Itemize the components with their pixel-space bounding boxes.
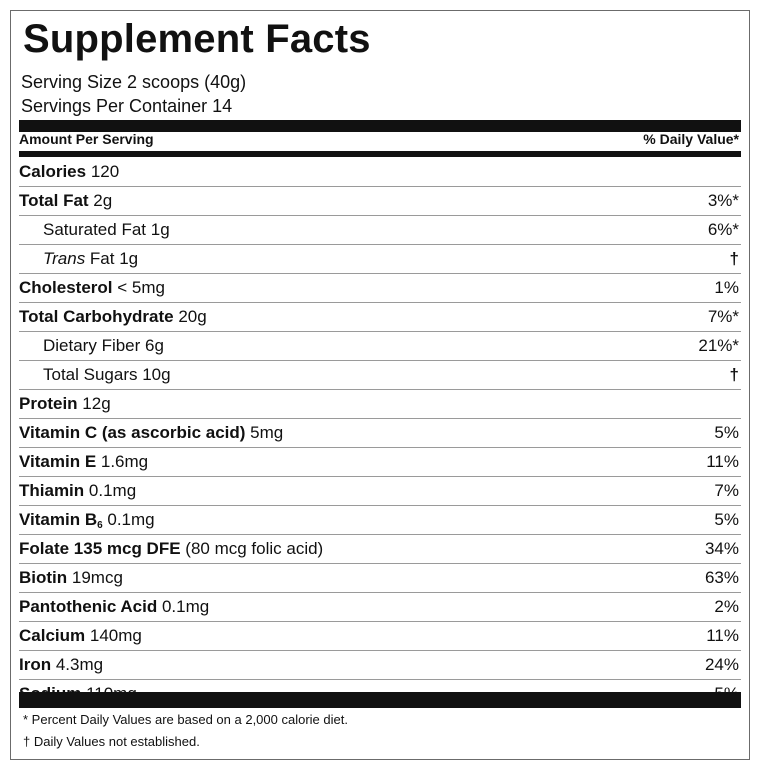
nutrient-amount: 20g bbox=[173, 307, 207, 326]
daily-value: 7% bbox=[714, 481, 739, 500]
nutrient-name: Calcium bbox=[19, 626, 86, 645]
daily-value: 1% bbox=[714, 278, 739, 297]
nutrient-name: Total Sugars bbox=[43, 365, 138, 384]
row-trans-fat bbox=[19, 245, 741, 274]
row-pantothenic-acid bbox=[19, 593, 741, 622]
supplement-facts-panel bbox=[10, 10, 750, 760]
nutrient-amount: 5mg bbox=[245, 423, 284, 442]
nutrient-amount: 6g bbox=[140, 336, 164, 355]
row-calories bbox=[19, 158, 741, 187]
row-total-carbohydrate bbox=[19, 303, 741, 332]
row-thiamin bbox=[19, 477, 741, 506]
nutrient-name: Folate 135 mcg DFE bbox=[19, 539, 181, 558]
footnote-not-established: † Daily Values not established. bbox=[23, 734, 200, 749]
nutrient-amount: 1g bbox=[146, 220, 170, 239]
nutrient-amount: 4.3mg bbox=[51, 655, 104, 674]
daily-value: 3%* bbox=[707, 191, 739, 210]
daily-value: 63% bbox=[704, 568, 739, 587]
nutrient-subscript: 6 bbox=[97, 520, 103, 531]
nutrient-name: Pantothenic Acid bbox=[19, 597, 158, 616]
nutrient-name: Cholesterol bbox=[19, 278, 113, 297]
nutrient-rows bbox=[19, 158, 741, 708]
nutrient-name: Vitamin E bbox=[19, 452, 97, 471]
daily-value: 7%* bbox=[707, 307, 739, 326]
row-biotin bbox=[19, 564, 741, 593]
nutrient-name: Saturated Fat bbox=[43, 220, 147, 239]
daily-value: † bbox=[729, 249, 739, 268]
nutrient-name-italic: Trans bbox=[43, 249, 86, 268]
row-vitamin-e bbox=[19, 448, 741, 477]
nutrient-amount: 0.1mg bbox=[102, 510, 155, 529]
daily-value: 2% bbox=[714, 597, 739, 616]
row-total-fat bbox=[19, 187, 741, 216]
servings-per-container: Servings Per Container 14 bbox=[21, 96, 233, 116]
row-cholesterol bbox=[19, 274, 741, 303]
row-calcium bbox=[19, 622, 741, 651]
nutrient-name: Calories bbox=[19, 162, 87, 181]
medium-divider bbox=[19, 151, 741, 157]
label-title: Supplement Facts bbox=[23, 17, 371, 61]
row-folate bbox=[19, 535, 741, 564]
nutrient-name: Iron bbox=[19, 655, 52, 674]
daily-value: 5% bbox=[714, 423, 739, 442]
footnote-daily-values: * Percent Daily Values are based on a 2,000 calorie diet. bbox=[23, 712, 348, 727]
amount-per-serving-label: Amount Per Serving bbox=[19, 131, 154, 147]
nutrient-name: Vitamin B bbox=[19, 510, 98, 529]
nutrient-name: Dietary Fiber bbox=[43, 336, 141, 355]
row-vitamin-b6 bbox=[19, 506, 741, 535]
daily-value: 21%* bbox=[698, 336, 739, 355]
nutrient-name: Protein bbox=[19, 394, 78, 413]
nutrient-amount: 1g bbox=[114, 249, 139, 268]
daily-value: † bbox=[729, 365, 739, 384]
amount-header bbox=[19, 129, 741, 151]
row-total-sugars bbox=[19, 361, 741, 390]
row-dietary-fiber bbox=[19, 332, 741, 361]
daily-value: 11% bbox=[706, 626, 739, 645]
daily-value: 11% bbox=[706, 452, 739, 471]
nutrient-amount: < 5mg bbox=[112, 278, 165, 297]
nutrient-amount: 10g bbox=[137, 365, 171, 384]
label-content bbox=[19, 11, 741, 759]
nutrient-name: Biotin bbox=[19, 568, 68, 587]
daily-value: 5% bbox=[714, 510, 739, 529]
nutrient-name: Fat bbox=[85, 249, 115, 268]
nutrient-amount: 1.6mg bbox=[96, 452, 149, 471]
serving-size: Serving Size 2 scoops (40g) bbox=[21, 72, 247, 92]
nutrient-amount: 2g bbox=[88, 191, 113, 210]
row-vitamin-c bbox=[19, 419, 741, 448]
daily-value: 24% bbox=[704, 655, 739, 674]
thick-divider-bottom bbox=[19, 692, 741, 708]
daily-value-label: % Daily Value* bbox=[643, 131, 739, 147]
nutrient-name: Total Fat bbox=[19, 191, 89, 210]
daily-value: 6%* bbox=[707, 220, 739, 239]
nutrient-name: Thiamin bbox=[19, 481, 85, 500]
nutrient-amount: 19mcg bbox=[67, 568, 123, 587]
row-protein bbox=[19, 390, 741, 419]
nutrient-amount: 0.1mg bbox=[84, 481, 137, 500]
nutrient-amount: 120 bbox=[86, 162, 120, 181]
row-iron bbox=[19, 651, 741, 680]
nutrient-amount: 0.1mg bbox=[157, 597, 210, 616]
nutrient-name: Vitamin C (as ascorbic acid) bbox=[19, 423, 246, 442]
nutrient-amount: 12g bbox=[77, 394, 111, 413]
nutrient-amount: (80 mcg folic acid) bbox=[180, 539, 324, 558]
row-saturated-fat bbox=[19, 216, 741, 245]
nutrient-name: Total Carbohydrate bbox=[19, 307, 174, 326]
daily-value: 34% bbox=[704, 539, 739, 558]
nutrient-amount: 140mg bbox=[85, 626, 142, 645]
